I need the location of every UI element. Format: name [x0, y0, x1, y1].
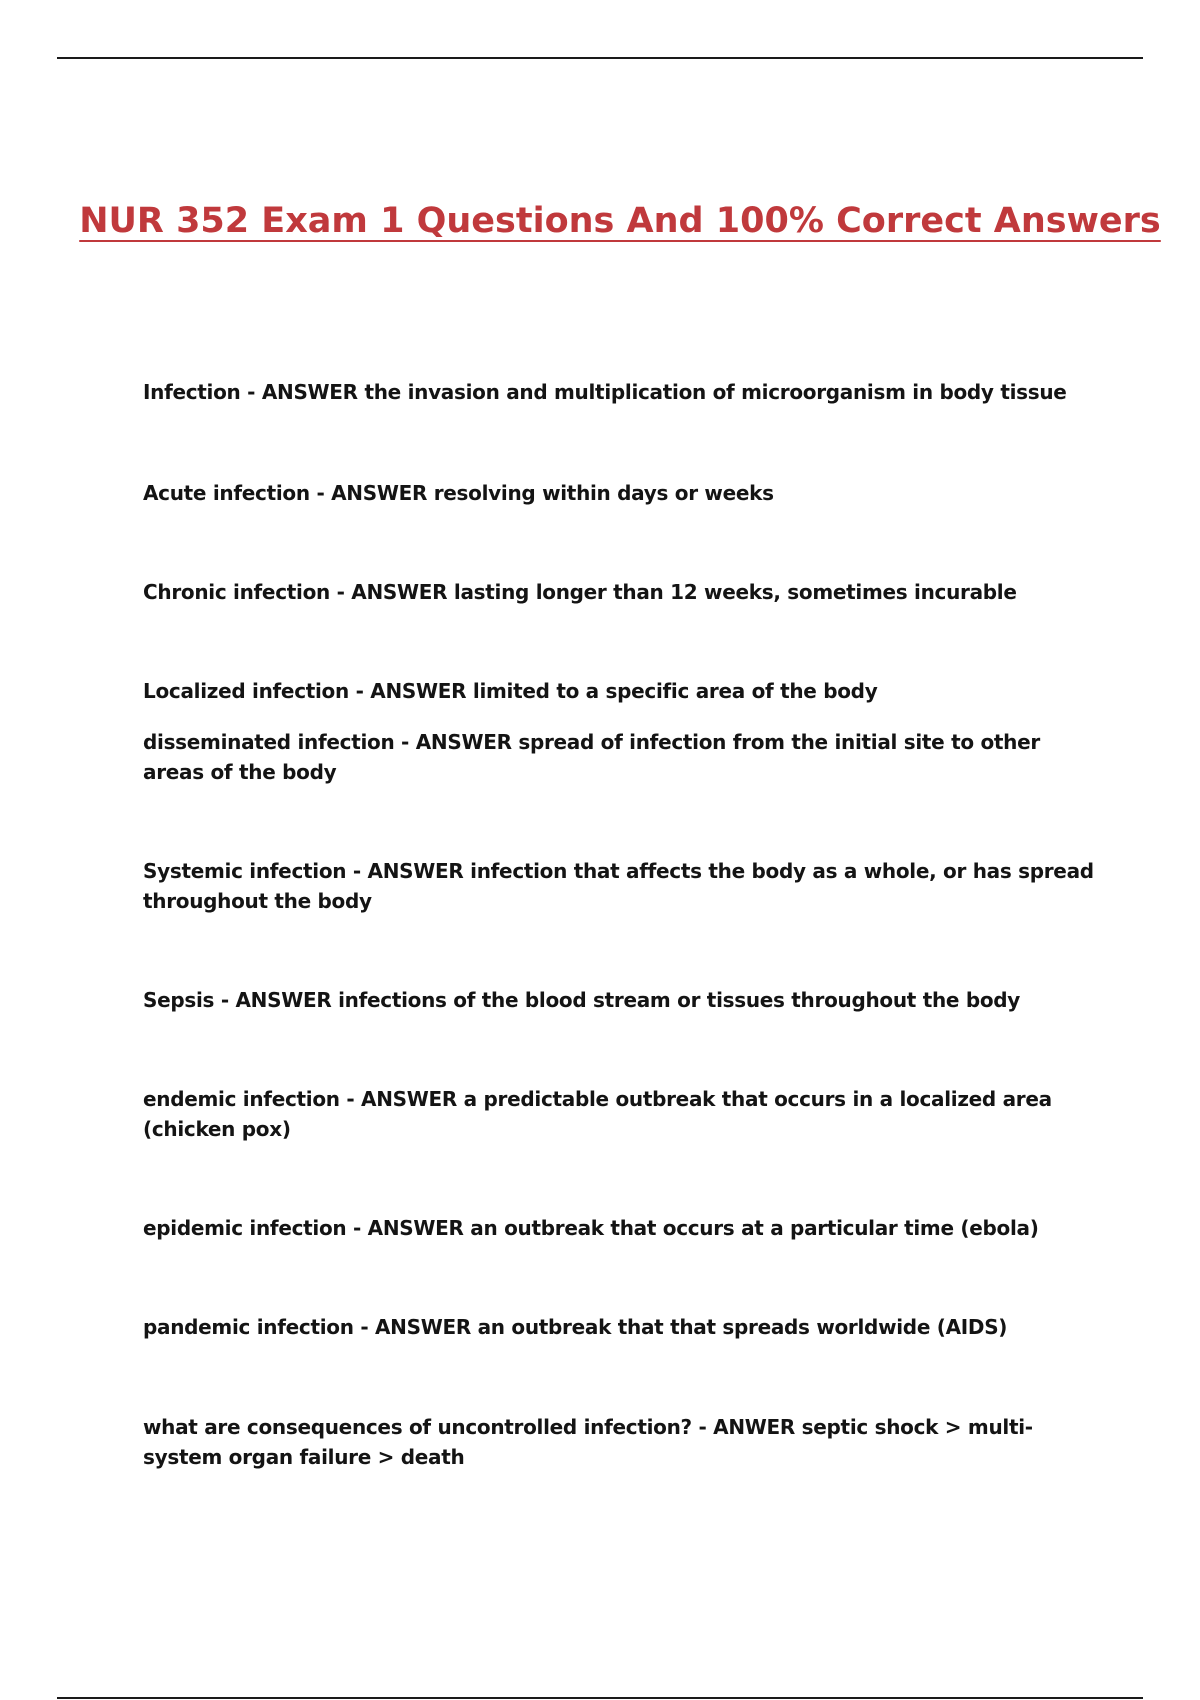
qa-term: epidemic infection -	[143, 1216, 368, 1240]
qa-term: Infection -	[143, 380, 262, 404]
qa-item-disseminated-infection	[143, 727, 1103, 787]
qa-connector: ANSWER	[374, 1315, 471, 1339]
qa-term: disseminated infection -	[143, 730, 416, 754]
qa-term: pandemic infection -	[143, 1315, 375, 1339]
qa-answer: limited to a specific area of the body	[472, 679, 878, 703]
qa-answer: an outbreak that that spreads worldwide (AIDS)	[477, 1315, 1008, 1339]
qa-connector: ANSWER	[370, 679, 467, 703]
qa-term: Sepsis -	[143, 988, 235, 1012]
footer-rule	[57, 1697, 1143, 1699]
qa-answer: the invasion and multiplication of microorganism in body tissue	[364, 380, 1067, 404]
qa-answer: resolving within days or weeks	[433, 481, 774, 505]
header-rule	[57, 57, 1143, 59]
qa-connector: ANSWER	[415, 730, 512, 754]
qa-connector: ANSWER	[331, 481, 428, 505]
qa-item-acute-infection	[143, 478, 1103, 508]
qa-item-infection	[143, 377, 1103, 407]
qa-item-localized-infection	[143, 676, 1103, 706]
qa-answer: lasting longer than 12 weeks, sometimes incurable	[453, 580, 1017, 604]
qa-item-pandemic-infection	[143, 1312, 1103, 1342]
qa-item-epidemic-infection	[143, 1213, 1103, 1243]
qa-answer: infection that affects the body as a whole, or has spread throughout the body	[143, 859, 1094, 913]
qa-item-uncontrolled-infection	[143, 1412, 1103, 1472]
qa-connector: ANSWER	[367, 859, 464, 883]
qa-connector: ANWER	[713, 1415, 795, 1439]
qa-answer: spread of infection from the initial site to other areas of the body	[143, 730, 1040, 784]
qa-item-endemic-infection	[143, 1084, 1103, 1144]
qa-item-sepsis	[143, 985, 1103, 1015]
qa-connector: ANSWER	[261, 380, 358, 404]
qa-answer: a predictable outbreak that occurs in a localized area (chicken pox)	[143, 1087, 1052, 1141]
qa-connector: ANSWER	[351, 580, 448, 604]
qa-term: endemic infection -	[143, 1087, 361, 1111]
qa-connector: ANSWER	[235, 988, 332, 1012]
qa-item-systemic-infection	[143, 856, 1103, 916]
qa-term: Localized infection -	[143, 679, 370, 703]
qa-term: Systemic infection -	[143, 859, 368, 883]
qa-answer: infections of the blood stream or tissues throughout the body	[338, 988, 1021, 1012]
qa-answer: septic shock > multi-system organ failure > death	[143, 1415, 1033, 1469]
qa-term: what are consequences of uncontrolled infection? -	[143, 1415, 713, 1439]
qa-answer: an outbreak that occurs at a particular time (ebola)	[470, 1216, 1039, 1240]
qa-item-chronic-infection	[143, 577, 1103, 607]
qa-connector: ANSWER	[361, 1087, 457, 1111]
qa-connector: ANSWER	[367, 1216, 464, 1240]
document-title: NUR 352 Exam 1 Questions And 100% Correct Answers	[79, 201, 1161, 241]
qa-term: Chronic infection -	[143, 580, 351, 604]
qa-term: Acute infection -	[143, 481, 331, 505]
